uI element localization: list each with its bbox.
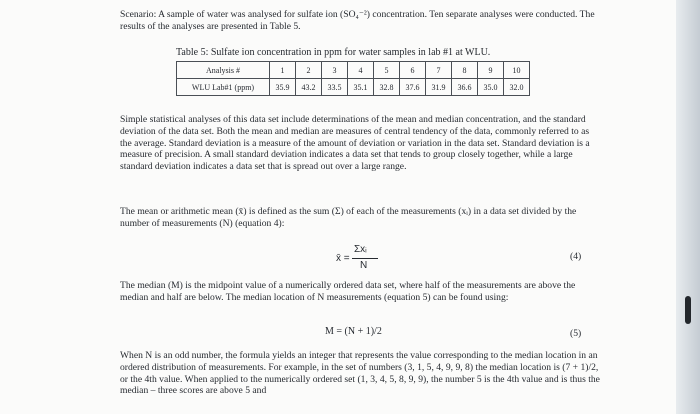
equation-number-5: (5) bbox=[570, 328, 582, 339]
table-header-cell: 8 bbox=[452, 62, 478, 79]
equation-number-4: (4) bbox=[570, 251, 582, 262]
mean-equation-lhs: x̄ = bbox=[336, 253, 350, 264]
statistics-paragraph: Simple statistical analyses of this data set include determinations of the mean and median concentration, and the standard deviation of the data set. Both the mean and median are measures of central tendency of the data, commonly referred to as the average. Standard deviation is a measure of the amount of deviation or variation in the data set. Standard deviation is a measure of precision. A small standard deviation indicates a data set that tends to group closely together, while a large standard deviation indicates a data set that is spread out over a large range. bbox=[120, 114, 590, 173]
table-header-cell: 9 bbox=[478, 62, 504, 79]
scenario-text: Scenario: A sample of water was analysed for sulfate ion (SO₄⁻²) concentration. Ten separate analyses were conducted. The results of the analyses are presented in Table 5. bbox=[120, 9, 595, 32]
sulfate-table bbox=[176, 61, 530, 96]
median-definition-paragraph: The median (M) is the midpoint value of a numerically ordered data set, where half of the measurements are above the median and half are below. The median location of N measurements (equation 5) can be found using: bbox=[120, 280, 576, 303]
table-cell: 32.8 bbox=[374, 79, 400, 96]
mean-equation bbox=[336, 244, 396, 274]
table-cell: 33.5 bbox=[322, 79, 348, 96]
table-header-cell: 5 bbox=[374, 62, 400, 79]
table-header-label: Analysis # bbox=[177, 62, 270, 79]
median-example-paragraph: When N is an odd number, the formula yields an integer that represents the value corresponding to the median location in an ordered distribution of measurements. For example, in the set of numbers (3, 1, 5, 4, 9, 9, 8) the median location is (7 + 1)/2, or the 4th value. When applied to the numerically ordered set (1, 3, 4, 5, 8, 9, 9), the number 5 is the 4th value and is thus the median – three scores are above 5 and bbox=[120, 350, 600, 397]
mean-equation-denominator: N bbox=[360, 260, 368, 271]
table-cell: 35.9 bbox=[270, 79, 296, 96]
table-cell: 32.0 bbox=[504, 79, 530, 96]
table-header-cell: 3 bbox=[322, 62, 348, 79]
scrollbar-thumb[interactable] bbox=[685, 296, 691, 324]
table-row-label: WLU Lab#1 (ppm) bbox=[177, 79, 270, 96]
table-cell: 36.6 bbox=[452, 79, 478, 96]
table-header-cell: 10 bbox=[504, 62, 530, 79]
table-cell: 37.6 bbox=[400, 79, 426, 96]
table-header-cell: 4 bbox=[348, 62, 374, 79]
table-header-cell: 1 bbox=[270, 62, 296, 79]
table-data-row bbox=[177, 79, 530, 96]
table-cell: 35.0 bbox=[478, 79, 504, 96]
table-cell: 43.2 bbox=[296, 79, 322, 96]
table-caption: Table 5: Sulfate ion concentration in ppm for water samples in lab #1 at WLU. bbox=[176, 47, 491, 58]
fraction-bar bbox=[352, 258, 378, 259]
table-cell: 31.9 bbox=[426, 79, 452, 96]
table-header-row bbox=[177, 62, 530, 79]
table-cell: 35.1 bbox=[348, 79, 374, 96]
table-header-cell: 7 bbox=[426, 62, 452, 79]
table-header-cell: 2 bbox=[296, 62, 322, 79]
scrollbar-track[interactable] bbox=[676, 0, 700, 414]
mean-equation-numerator: Σxᵢ bbox=[354, 244, 367, 255]
table-header-cell: 6 bbox=[400, 62, 426, 79]
mean-definition-paragraph: The mean or arithmetic mean (x̄) is defined as the sum (Σ) of each of the measurements (xᵢ) in a data set divided by the number of measurements (N) (equation 4): bbox=[120, 206, 577, 229]
median-equation: M = (N + 1)/2 bbox=[325, 326, 382, 337]
